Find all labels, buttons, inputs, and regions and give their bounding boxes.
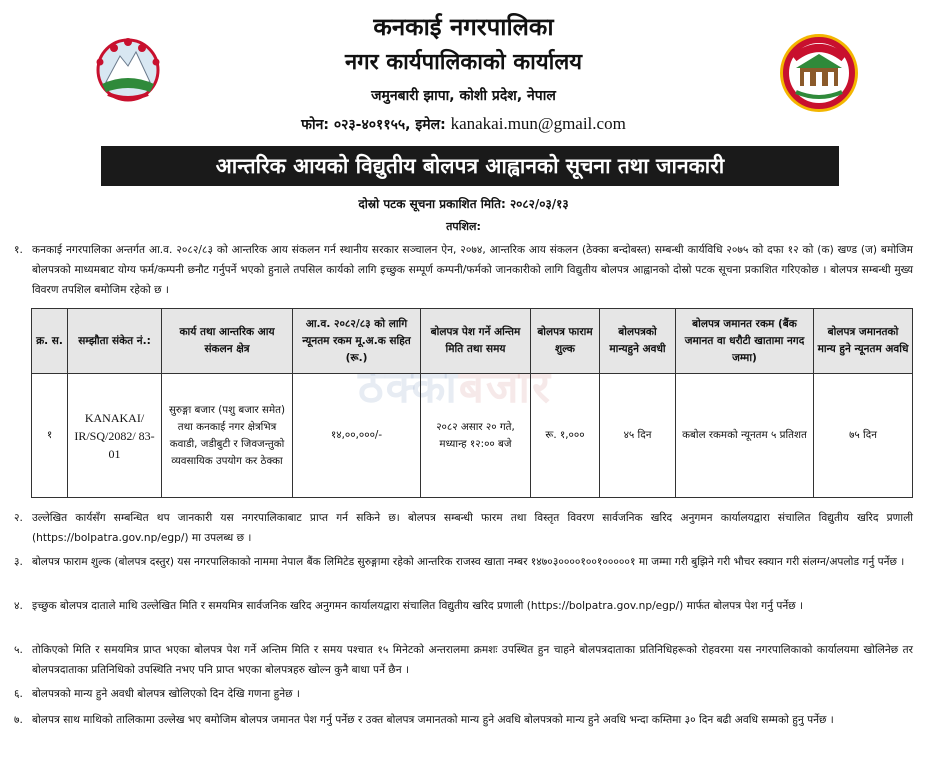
- paragraph-text: बोलपत्रको मान्य हुने अवधी बोलपत्र खोलिएको दिन देखि गणना हुनेछ ।: [32, 688, 300, 700]
- tender-table: [31, 308, 913, 498]
- paragraph-5: [14, 640, 913, 680]
- paragraph-text: तोकिएको मिति र समयमित्र प्राप्त भएका बोलपत्र पेश गर्ने अन्तिम मिति र समय पश्चात १५ मिनेटको अन्तरालमा क्रमशः उपस्थित हुन चाहने बोलपत्रदाताका प्रतिनिधिहरूको रोहवरमा यस नगरपालिकाको कार्यालयमा खोलिनेछ तर बोलपत्रदाताका प्रतिनिधिको उपस्थिति नभए पनि प्राप्त भएका बोलपत्रहरु खोल्न कुनै बाधा पर्ने छैन ।: [32, 644, 913, 676]
- paragraph-text: कनकाई नगरपालिका अन्तर्गत आ.व. २०८२/८३ को आन्तरिक आय संकलन गर्न स्थानीय सरकार सञ्चालन ऐन, २०७४, आन्तरिक आय संकलन (ठेक्का बन्दोबस्त) सम्बन्धी कार्यविधि २०७५ को दफा १२ को (क) खण्ड (ज) बमोजिम बोलपत्रको माध्यमबाट योग्य फर्म/कम्पनी छनौट गर्नुपर्ने भएको हुनाले तपसिल कार्यको लागि इच्छुक सम्पूर्ण कम्पनी/फर्मको जानकारीको लागि विद्युतीय बोलपत्र आह्वानको दोस्रो पटक सूचना प्रकाशित गरिएकोछ । बोलपत्र सम्बन्धी मुख्य विवरण तपशिल बमोजिम रहेको छ ।: [32, 244, 913, 296]
- col-header-validity: बोलपत्रको मान्यहुने अवधी: [600, 309, 676, 374]
- paragraph-text: इच्छुक बोलपत्र दाताले माथि उल्लेखित मिति र समयमित्र सार्वजनिक खरिद अनुगमन कार्यालयद्वारा संचालित विद्युतीय खरिद प्रणाली (https://bolpatra.gov.np/egp/) मार्फत बोलपत्र पेश गर्नु पर्नेछ ।: [32, 600, 804, 612]
- paragraph-text: बोलपत्र साथ माथिको तालिकामा उल्लेख भए बमोजिम बोलपत्र जमानत पेश गर्नु पर्नेछ र उक्त बोलपत्र जमानतको मान्य हुने अवधि बोलपत्रको मान्य हुने अवधि भन्दा कम्तिमा ३० दिन बढी अवधि सम्मको हुनु पर्नेछ ।: [32, 714, 834, 726]
- contact-line: [0, 114, 927, 134]
- office-subtitle: नगर कार्यपालिकाको कार्यालय: [345, 50, 582, 75]
- notice-title-banner: आन्तरिक आयको विद्युतीय बोलपत्र आह्वानको सूचना तथा जानकारी: [101, 146, 839, 186]
- cell-work: सुरुङ्गा बजार (पशु बजार समेत) तथा कनकाई नगर क्षेत्रभित्र कवाडी, जडीबुटी र जिवजन्तुको व्यवसायिक उपयोग कर ठेक्का: [162, 374, 293, 498]
- paragraph-text: बोलपत्र फाराम शुल्क (बोलपत्र दस्तुर) यस नगरपालिकाको नाममा नेपाल बैंक लिमिटेड सुरुङ्गामा रहेको आन्तरिक राजस्व खाता नम्बर १४७०३००००१००१०००००१ मा जम्मा गरी बुझिने गरी भौचर स्क्यान गरी संलग्न/अपलोड गर्नु पर्नेछ ।: [32, 556, 905, 568]
- paragraph-number: ६.: [14, 688, 23, 700]
- paragraph-3: [14, 552, 913, 572]
- tapsil-label: तपशिल:: [446, 220, 481, 233]
- paragraph-7: [14, 710, 913, 730]
- col-header-deadline: बोलपत्र पेश गर्ने अन्तिम मिति तथा समय: [421, 309, 531, 374]
- col-header-form-fee: बोलपत्र फाराम शुल्क: [531, 309, 600, 374]
- paragraph-number: १.: [14, 244, 23, 256]
- cell-contract-id: KANAKAI/ IR/SQ/2082/ 83-01: [68, 374, 162, 498]
- office-address: जमुनबारी झापा, कोशी प्रदेश, नेपाल: [371, 88, 556, 104]
- paragraph-1: [14, 240, 913, 300]
- paragraph-number: २.: [14, 512, 23, 524]
- table-row: [32, 374, 913, 498]
- paragraph-6: [14, 684, 913, 704]
- paragraph-text: उल्लेखित कार्यसँग सम्बन्धित थप जानकारी यस नगरपालिकाबाट प्राप्त गर्न सकिने छ। बोलपत्र सम्बन्धी फारम तथा विस्तृत विवरण सार्वजनिक खरिद अनुगमन कार्यालयद्वारा संचालित विद्युतीय खरिद प्रणाली (https://bolpatra.gov.np/egp/) मा उपलब्ध छ ।: [32, 512, 913, 544]
- cell-form-fee: रू. १,०००: [531, 374, 600, 498]
- paragraph-4: [14, 596, 913, 616]
- paragraph-number: ३.: [14, 556, 23, 568]
- watermark-part1: ठेक्का: [358, 362, 459, 413]
- cell-deadline: २०८२ असार २० गते, मध्यान्ह १२:०० बजे: [421, 374, 531, 498]
- publish-date: दोस्रो पटक सूचना प्रकाशित मिति: २०८२/०३/१३: [358, 197, 569, 211]
- cell-validity: ४५ दिन: [600, 374, 676, 498]
- col-header-work: कार्य तथा आन्तरिक आय संकलन क्षेत्र: [162, 309, 293, 374]
- office-name: कनकाई नगरपालिका: [373, 13, 554, 41]
- cell-sn: १: [32, 374, 68, 498]
- col-header-contract-id: सम्झौता संकेत नं.:: [68, 309, 162, 374]
- paragraph-number: ५.: [14, 644, 23, 656]
- paragraph-number: ४.: [14, 600, 23, 612]
- cell-bid-security: कबोल रकमको न्यूनतम ५ प्रतिशत: [676, 374, 814, 498]
- paragraph-number: ७.: [14, 714, 23, 726]
- cell-security-validity: ७५ दिन: [814, 374, 913, 498]
- col-header-security-validity: बोलपत्र जमानतको मान्य हुने न्यूनतम अवधि: [814, 309, 913, 374]
- contact-prefix: फोन: ०२३-४०११५५, इमेल:: [301, 117, 451, 133]
- table-header-row: [32, 309, 913, 374]
- col-header-sn: क्र. स.: [32, 309, 68, 374]
- col-header-bid-security: बोलपत्र जमानत रकम (बैंक जमानत वा धरौटी खातामा नगद जम्मा): [676, 309, 814, 374]
- paragraph-2: [14, 508, 913, 548]
- watermark-part2: बजार: [458, 362, 552, 413]
- col-header-min-amount: आ.व. २०८२/८३ को लागि न्यूनतम रकम मू.अ.क सहित (रू.): [293, 309, 421, 374]
- cell-min-amount: १४,००,०००/-: [293, 374, 421, 498]
- email-address[interactable]: kanakai.mun@gmail.com: [450, 114, 626, 133]
